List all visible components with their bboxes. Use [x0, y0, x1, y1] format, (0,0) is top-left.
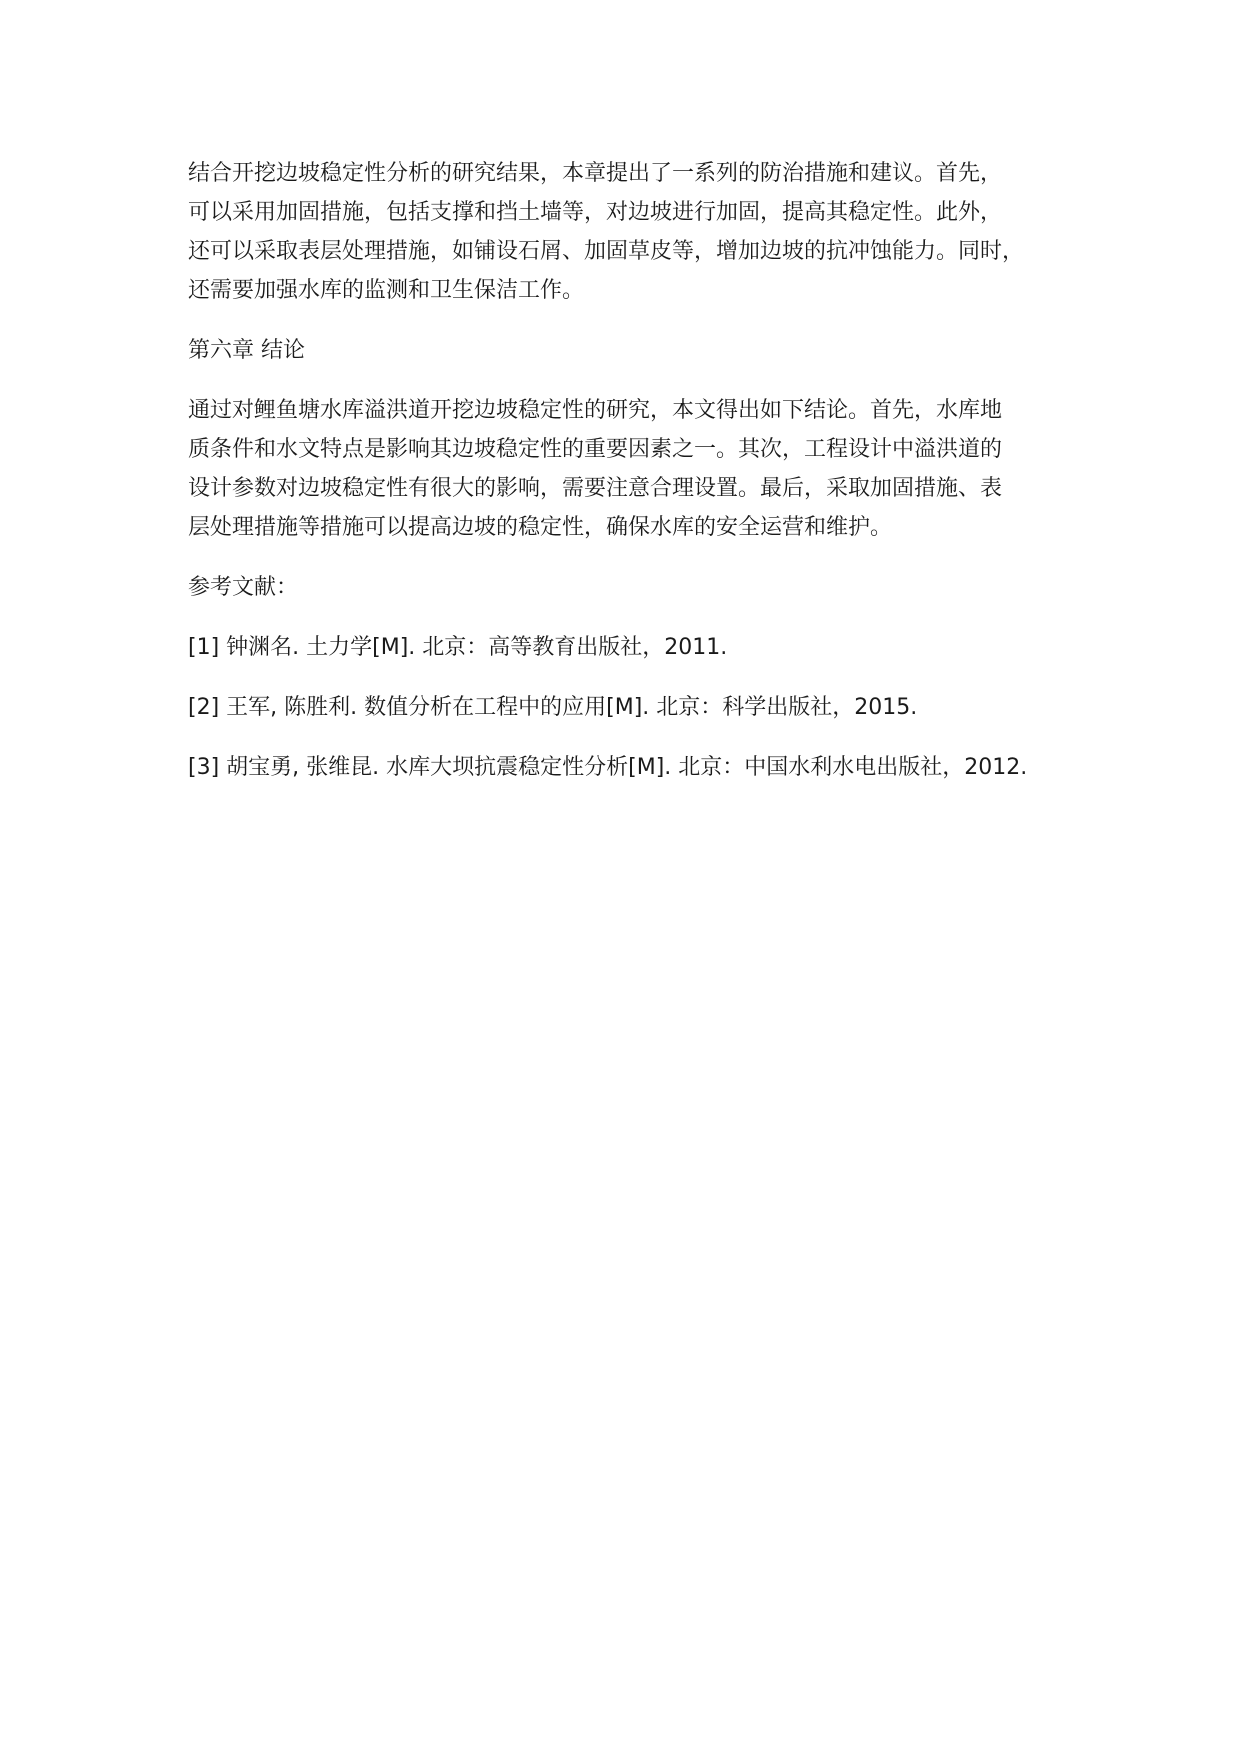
references-heading: 参考文献：: [188, 575, 299, 600]
paragraph-line: 还可以采取表层处理措施，如铺设石屑、加固草皮等，增加边坡的抗冲蚀能力。同时，: [188, 239, 1025, 264]
reference-item: [3] 胡宝勇, 张维昆. 水库大坝抗震稳定性分析[M]. 北京：中国水利水电出版社，2012.: [188, 755, 1028, 780]
measures-paragraph: [188, 154, 1088, 310]
paragraph-line: 通过对鲤鱼塘水库溢洪道开挖边坡稳定性的研究，本文得出如下结论。首先，水库地: [188, 398, 1003, 423]
paragraph-line: 可以采用加固措施，包括支撑和挡土墙等，对边坡进行加固，提高其稳定性。此外，: [188, 200, 1003, 225]
conclusion-paragraph: [188, 391, 1088, 547]
paragraph-line: 还需要加强水库的监测和卫生保洁工作。: [188, 278, 585, 303]
document-body: [188, 154, 1088, 787]
reference-item: [1] 钟渊名. 土力学[M]. 北京：高等教育出版社，2011.: [188, 635, 728, 660]
paragraph-line: 层处理措施等措施可以提高边坡的稳定性，确保水库的安全运营和维护。: [188, 515, 893, 540]
paragraph-line: 设计参数对边坡稳定性有很大的影响，需要注意合理设置。最后，采取加固措施、表: [188, 476, 1003, 501]
paragraph-line: 结合开挖边坡稳定性分析的研究结果，本章提出了一系列的防治措施和建议。首先，: [188, 161, 1003, 186]
reference-item: [2] 王军, 陈胜利. 数值分析在工程中的应用[M]. 北京：科学出版社，2015.: [188, 695, 918, 720]
paragraph-line: 质条件和水文特点是影响其边坡稳定性的重要因素之一。其次，工程设计中溢洪道的: [188, 437, 1003, 462]
chapter-heading: 第六章 结论: [188, 338, 305, 363]
